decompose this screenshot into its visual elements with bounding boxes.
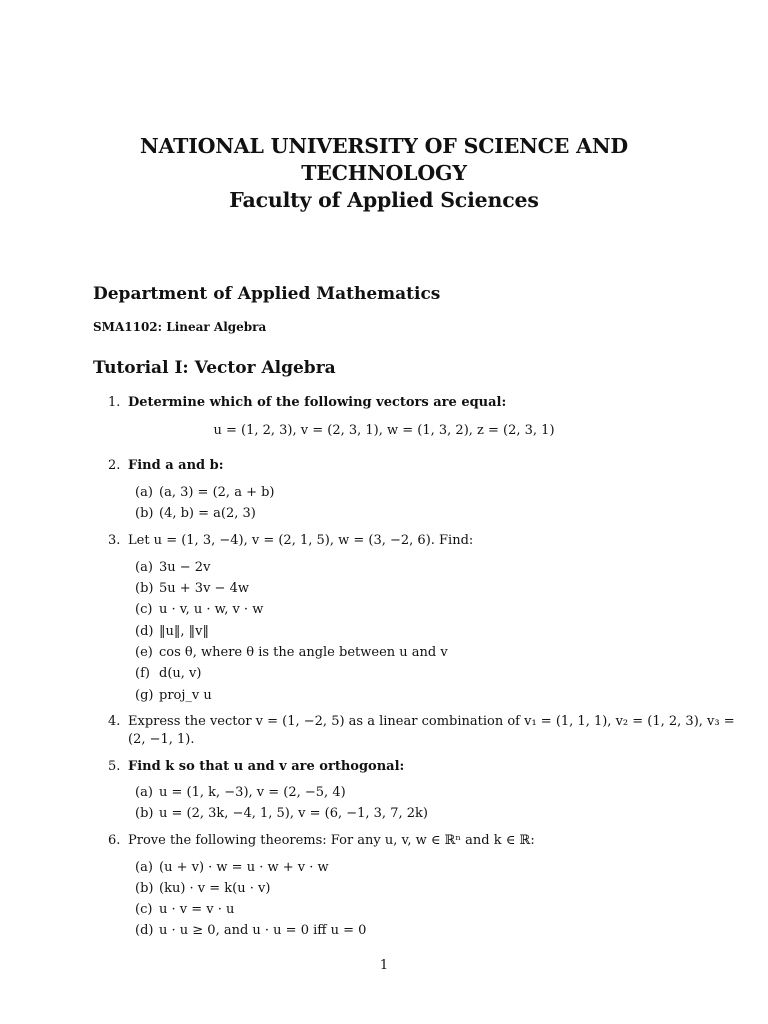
question-number: 1. — [108, 395, 121, 410]
question-3-part-d: (d) ‖u‖, ‖v‖ — [135, 624, 209, 639]
page-number: 1 — [379, 958, 389, 973]
question-4-continuation: (2, −1, 1). — [128, 732, 195, 747]
question-3-part-b: (b) 5u + 3v − 4w — [135, 581, 249, 596]
question-3-part-f: (f) d(u, v) — [135, 666, 202, 681]
question-6-part-a: (a) (u + v) · w = u · w + v · w — [135, 860, 329, 875]
question-5-part-a: (a) u = (1, k, −3), v = (2, −5, 4) — [135, 785, 346, 800]
question-2-part-a: (a) (a, 3) = (2, a + b) — [135, 485, 275, 500]
university-name-line2: TECHNOLOGY — [301, 161, 467, 185]
question-number: 3. — [108, 533, 121, 548]
question-1-equation: u = (1, 2, 3), v = (2, 3, 1), w = (1, 3, 2), z = (2, 3, 1) — [213, 423, 555, 438]
question-number: 2. — [108, 458, 121, 473]
question-number: 5. — [108, 759, 121, 774]
question-3 — [108, 532, 473, 549]
question-prompt: Determine which of the following vectors are equal: — [128, 395, 507, 410]
question-4 — [108, 713, 735, 730]
course-code: SMA1102: Linear Algebra — [93, 320, 267, 334]
university-name-line1: NATIONAL UNIVERSITY OF SCIENCE AND — [140, 134, 628, 158]
question-1 — [108, 394, 506, 411]
question-prompt: Prove the following theorems: For any u, v, w ∈ ℝⁿ and k ∈ ℝ: — [128, 833, 535, 848]
question-3-part-e: (e) cos θ, where θ is the angle between u and v — [135, 645, 448, 660]
question-5-part-b: (b) u = (2, 3k, −4, 1, 5), v = (6, −1, 3, 7, 2k) — [135, 806, 428, 821]
question-3-part-c: (c) u · v, u · w, v · w — [135, 602, 264, 617]
question-number: 4. — [108, 714, 121, 729]
question-6-part-b: (b) (ku) · v = k(u · v) — [135, 881, 271, 896]
question-prompt: Let u = (1, 3, −4), v = (2, 1, 5), w = (3, −2, 6). Find: — [128, 533, 474, 548]
question-3-part-a: (a) 3u − 2v — [135, 560, 211, 575]
question-6-part-d: (d) u · u ≥ 0, and u · u = 0 iff u = 0 — [135, 923, 367, 938]
question-prompt: Find k so that u and v are orthogonal: — [128, 759, 405, 774]
question-prompt: Express the vector v = (1, −2, 5) as a linear combination of v₁ = (1, 1, 1), v₂ = (1, 2, 3), v₃ = — [128, 714, 735, 729]
question-5 — [108, 758, 404, 775]
question-2-part-b: (b) (4, b) = a(2, 3) — [135, 506, 256, 521]
question-2 — [108, 457, 224, 474]
question-number: 6. — [108, 833, 121, 848]
department-heading: Department of Applied Mathematics — [93, 284, 441, 304]
faculty-name: Faculty of Applied Sciences — [229, 188, 539, 212]
question-6 — [108, 832, 535, 849]
question-3-part-g: (g) proj_v u — [135, 688, 212, 703]
document-title — [0, 133, 768, 214]
question-6-part-c: (c) u · v = v · u — [135, 902, 235, 917]
tutorial-title: Tutorial I: Vector Algebra — [93, 358, 336, 378]
question-prompt: Find a and b: — [128, 458, 224, 473]
